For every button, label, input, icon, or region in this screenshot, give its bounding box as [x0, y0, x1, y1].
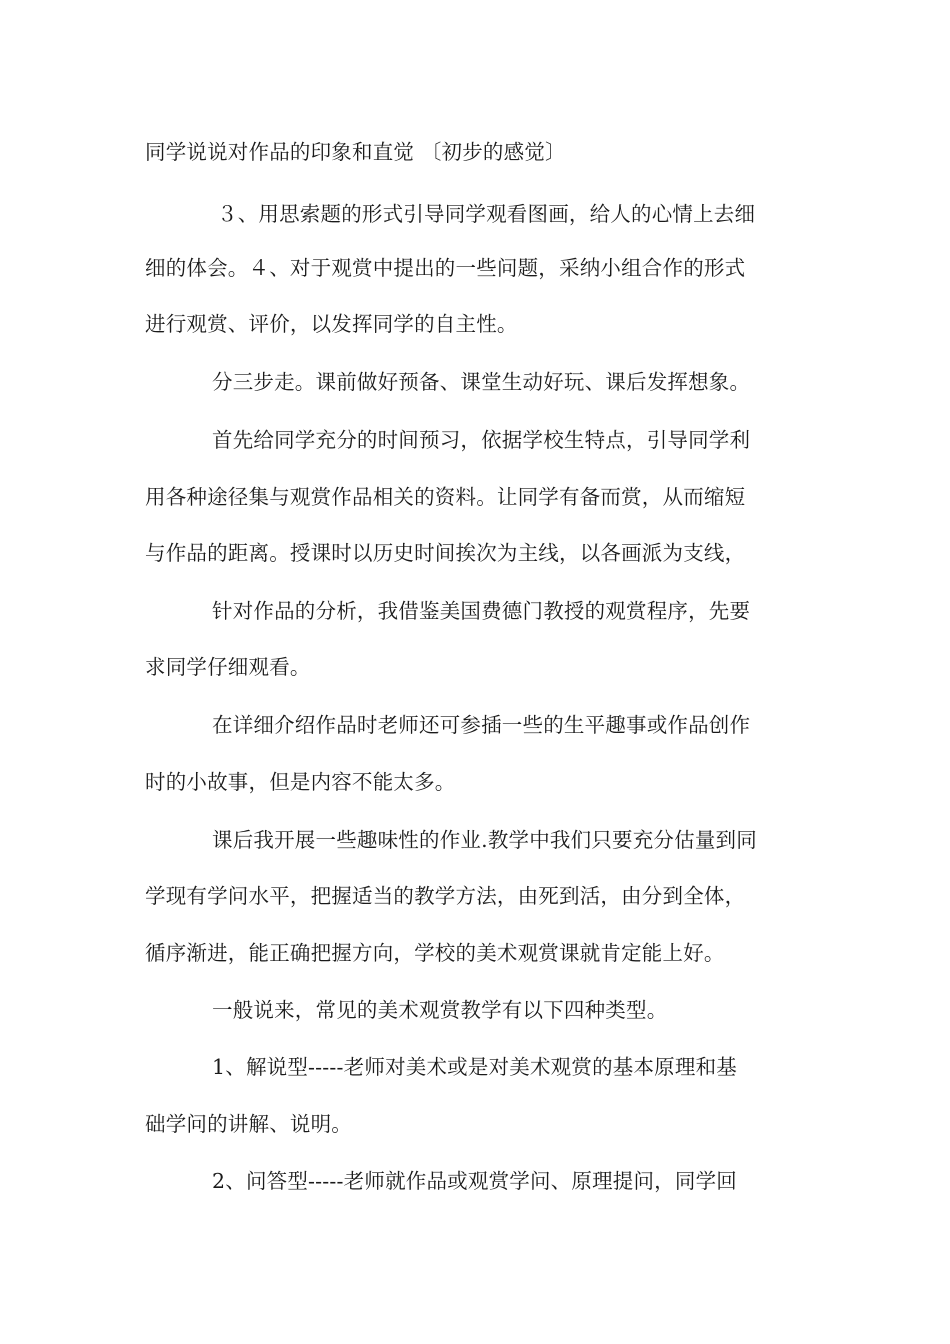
text-line: ３、用思索题的形式引导同学观看图画，给人的心情上去细 — [217, 202, 756, 226]
text-line: 求同学仔细观看。 — [145, 655, 311, 679]
text-line: 同学说说对作品的印象和直觉 〔初步的感觉〕 — [145, 140, 566, 164]
text-line: 课后我开展一些趣味性的作业.教学中我们只要充分估量到同 — [212, 828, 757, 852]
text-line: 时的小故事，但是内容不能太多。 — [145, 770, 456, 794]
text-line: 进行观赏、评价，以发挥同学的自主性。 — [145, 312, 518, 336]
text-line: 在详细介绍作品时老师还可参插一些的生平趣事或作品创作 — [212, 713, 751, 737]
text-line: 首先给同学充分的时间预习，依据学校生特点，引导同学利 — [212, 428, 751, 452]
text-line: 细的体会。４、对于观赏中提出的一些问题，采纳小组合作的形式 — [145, 256, 746, 280]
text-line: 针对作品的分析，我借鉴美国费德门教授的观赏程序，先要 — [212, 599, 751, 623]
text-line: 础学问的讲解、说明。 — [145, 1112, 352, 1136]
text-line: 2、问答型-----老师就作品或观赏学问、原理提问，同学回 — [212, 1169, 737, 1193]
text-line: 循序渐进，能正确把握方向，学校的美术观赏课就肯定能上好。 — [145, 941, 725, 965]
text-line: 分三步走。课前做好预备、课堂生动好玩、课后发挥想象。 — [212, 370, 751, 394]
text-line: 用各种途径集与观赏作品相关的资料。让同学有备而赏，从而缩短 — [145, 485, 746, 509]
text-line: 学现有学问水平，把握适当的教学方法，由死到活，由分到全体， — [145, 884, 746, 908]
text-line: 1、解说型-----老师对美术或是对美术观赏的基本原理和基 — [212, 1055, 737, 1079]
text-line: 与作品的距离。授课时以历史时间挨次为主线，以各画派为支线， — [145, 541, 746, 565]
text-line: 一般说来，常见的美术观赏教学有以下四种类型。 — [212, 998, 668, 1022]
